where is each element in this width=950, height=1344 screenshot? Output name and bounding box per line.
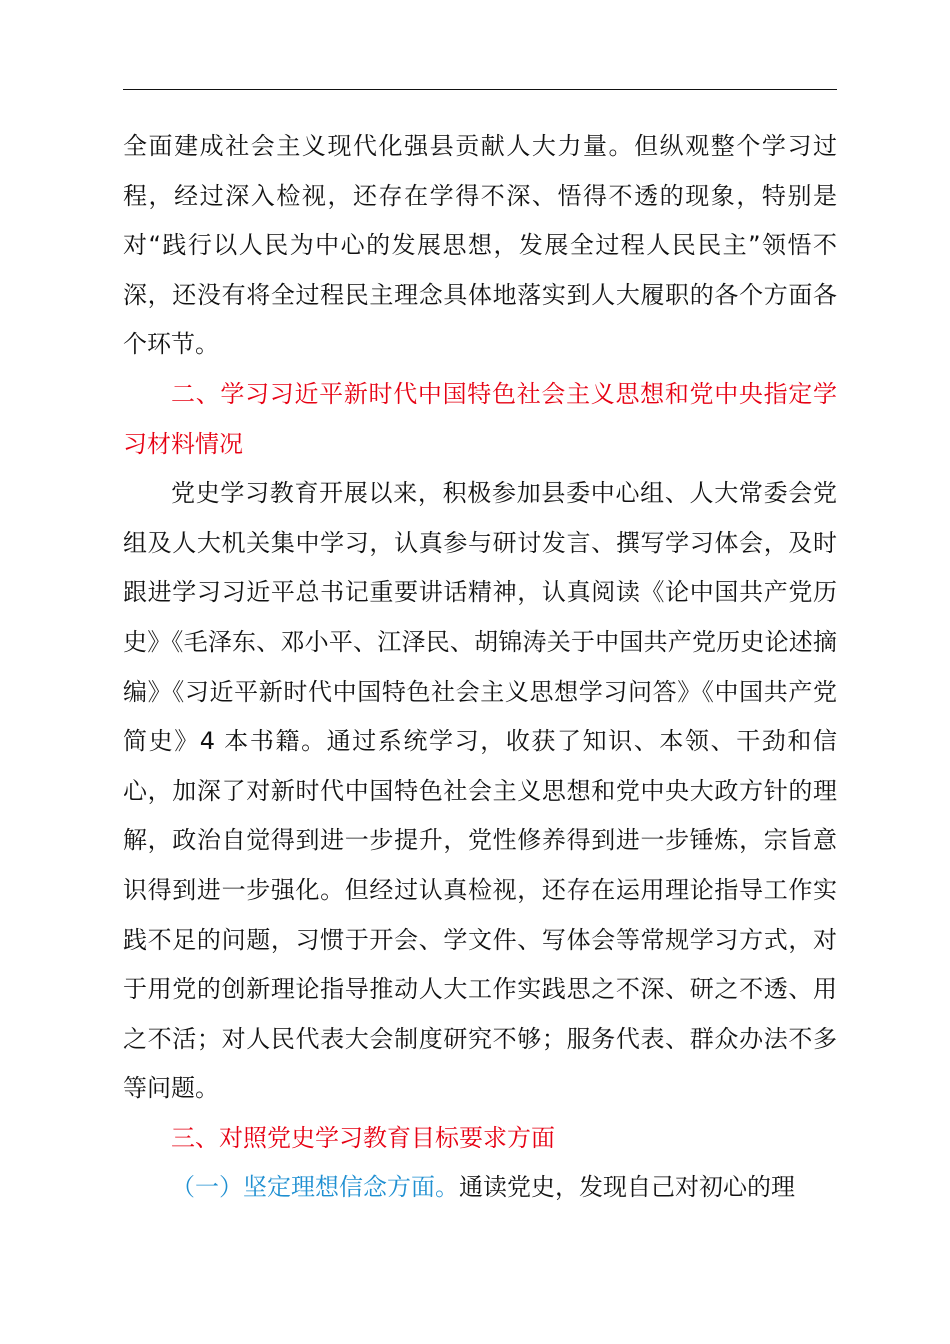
section-heading-two: 二、学习习近平新时代中国特色社会主义思想和党中央指定学习材料情况 (123, 379, 837, 458)
paragraph-ideals-beliefs (123, 1163, 837, 1213)
paragraph-study-materials: 党史学习教育开展以来，积极参加县委中心组、人大常委会党组及人大机关集中学习，认真参与研讨发言、撰写学习体会，及时跟进学习习近平总书记重要讲话精神，认真阅读《论中国共产党历史》《毛泽东、邓小平、江泽民、胡锦涛关于中国共产党历史论述摘编》《习近平新时代中国特色社会主义思想学习问答》《中国共产党简史》4 本书籍。通过系统学习，收获了知识、本领、干劲和信心，加深了对新时代中国特色社会主义思想和党中央大政方针的理解，政治自觉得到进一步提升，党性修养得到进一步锤炼，宗旨意识得到进一步强化。但经过认真检视，还存在运用理论指导工作实践不足的问题，习惯于开会、学文件、写体会等常规学习方式，对于用党的创新理论指导推动人大工作实践思之不深、研之不透、用之不活；对人民代表大会制度研究不够；服务代表、群众办法不多等问题。 (123, 479, 837, 1103)
sub-heading-ideals: （一）坚定理想信念方面。 (171, 1173, 459, 1202)
section-heading-three: 三、对照党史学习教育目标要求方面 (171, 1123, 555, 1152)
paragraph-ideals-text: 通读党史，发现自己对初心的理 (459, 1173, 795, 1202)
document-body (123, 122, 837, 1213)
header-rule (123, 89, 837, 90)
paragraph-continuation: 全面建成社会主义现代化强县贡献人大力量。但纵观整个学习过程，经过深入检视，还存在学得不深、悟得不透的现象，特别是对“践行以人民为中心的发展思想，发展全过程人民民主”领悟不深，还没有将全过程民主理念具体地落实到人大履职的各个方面各个环节。 (123, 132, 837, 359)
